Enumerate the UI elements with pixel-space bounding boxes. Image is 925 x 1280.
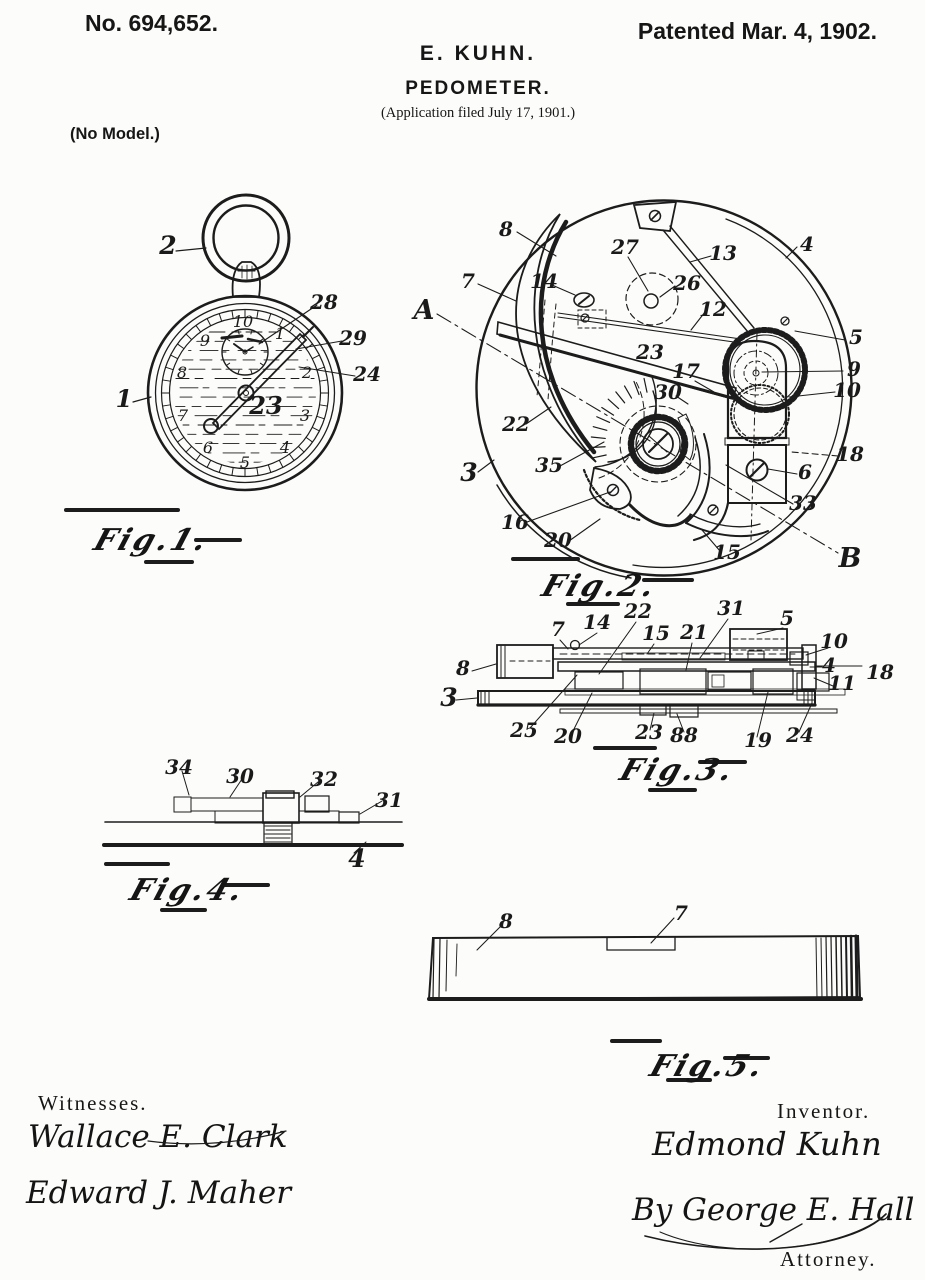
notch-7 — [607, 937, 675, 950]
ref-numeral: 23 — [635, 720, 663, 744]
attorney-label: Attorney. — [780, 1247, 877, 1271]
footer — [25, 1091, 914, 1271]
ref-numeral: 10 — [833, 378, 861, 402]
figure-caption: Fig.3. — [615, 752, 741, 788]
ref-numeral: 26 — [673, 271, 701, 295]
dial-numeral: 3 — [299, 406, 311, 425]
ref-numeral: 19 — [744, 728, 772, 752]
dial-numeral: 2 — [301, 363, 313, 382]
ref-numeral: 14 — [583, 610, 611, 634]
figure-caption: Fig.1. — [89, 522, 215, 558]
ref-numeral: 31 — [717, 596, 745, 620]
dial-numeral: 5 — [239, 453, 251, 472]
watch-ring-outer — [203, 195, 289, 281]
ref-numeral: 3 — [460, 458, 478, 487]
application-line: (Application filed July 17, 1901.) — [380, 105, 576, 121]
ref-numeral: B — [838, 543, 862, 574]
ref-numeral: 35 — [535, 453, 563, 477]
ref-numeral: 34 — [165, 755, 193, 779]
ref-numeral: 30 — [226, 764, 254, 788]
ref-numeral: 5 — [780, 606, 794, 630]
fig2-mechanism-drawing — [437, 201, 852, 605]
patent-date: Patented Mar. 4, 1902. — [637, 18, 877, 44]
block-32 — [305, 796, 329, 812]
ref-numeral: 12 — [699, 297, 727, 321]
gear-block — [575, 672, 623, 689]
ref-numeral: 31 — [375, 788, 403, 812]
ref-numeral: 15 — [642, 621, 670, 645]
ref-numeral: 15 — [713, 540, 741, 564]
ref-numeral: 22 — [502, 412, 530, 436]
ref-numeral: 14 — [530, 269, 558, 293]
ref-numeral: 8 — [499, 909, 513, 933]
flat-spring — [541, 222, 594, 452]
patent-number: No. 694,652. — [85, 10, 218, 36]
ref-numeral: 3 — [440, 683, 458, 712]
figure-caption: Fig.4. — [125, 872, 251, 908]
ref-numeral: 7 — [674, 901, 688, 925]
ref-numeral: 2 — [159, 231, 177, 260]
base-plate-hatch — [299, 823, 402, 844]
ref-numeral: 23 — [636, 340, 664, 364]
witness1-signature: Wallace E. Clark — [28, 1119, 288, 1155]
ref-numeral: 5 — [849, 325, 863, 349]
ref-numeral: 4 — [348, 844, 366, 873]
ref-numeral: 33 — [789, 491, 817, 515]
ref-numeral: 8 — [456, 656, 470, 680]
ref-numeral: 18 — [836, 442, 864, 466]
fig5-bar-drawing — [429, 918, 861, 1080]
ref-numeral: 88 — [670, 723, 698, 747]
ref-numeral: 7 — [461, 269, 475, 293]
ref-numeral: 32 — [310, 767, 338, 791]
ref-numeral: 4 — [822, 653, 836, 677]
figure-caption: Fig.2. — [537, 568, 663, 604]
ref-numeral: 7 — [551, 617, 565, 641]
witnesses-label: Witnesses. — [38, 1091, 148, 1115]
ref-numeral: 24 — [786, 723, 814, 747]
ref-numeral: 20 — [554, 724, 582, 748]
header — [70, 10, 877, 143]
witness2-signature: Edward J. Maher — [26, 1175, 292, 1211]
inventor-label: Inventor. — [777, 1099, 871, 1123]
ref-numeral: 28 — [310, 290, 338, 314]
watch-ring-inner — [214, 206, 279, 271]
dial-numeral: 9 — [199, 331, 211, 350]
ref-numeral: 9 — [847, 357, 861, 381]
ref-numeral: 8 — [499, 217, 513, 241]
ref-numeral: 10 — [820, 629, 848, 653]
ref-numeral: 29 — [339, 326, 367, 350]
ref-numeral: 27 — [611, 235, 639, 259]
ref-numeral: 18 — [866, 660, 894, 684]
ref-numeral: 25 — [510, 718, 538, 742]
ref-numeral: 22 — [624, 599, 652, 623]
ref-numeral: 17 — [672, 359, 700, 383]
inventor-name-line: E. KUHN. — [419, 42, 537, 65]
ref-numeral: 13 — [709, 241, 737, 265]
dashed-wheel-27 — [626, 273, 678, 325]
spring-bar-outline — [429, 936, 860, 999]
ref-numeral: 4 — [800, 232, 814, 256]
ref-numeral: 20 — [544, 528, 572, 552]
ref-numeral: 11 — [828, 671, 856, 695]
arm-16 — [590, 468, 631, 509]
ref-numeral: 24 — [353, 362, 381, 386]
dial-numeral: 10 — [232, 312, 254, 331]
minute-track-ticks — [162, 310, 329, 477]
inventor-signature: Edmond Kuhn — [652, 1125, 882, 1163]
figure-caption: Fig.5. — [645, 1048, 771, 1084]
dial-numeral: 1 — [274, 324, 286, 343]
ref-numeral: 21 — [680, 620, 708, 644]
band-30 — [191, 798, 263, 811]
ref-numeral: 30 — [654, 380, 682, 404]
ref-numeral: 23 — [249, 391, 283, 420]
dial-numeral: 4 — [279, 438, 291, 457]
dial-numeral: 8 — [176, 363, 188, 382]
ref-numeral: 16 — [501, 510, 529, 534]
model-note: (No Model.) — [70, 125, 160, 143]
attorney-signature: By George E. Hall — [632, 1192, 915, 1228]
block-34 — [174, 797, 191, 812]
ref-numeral: A — [413, 295, 435, 326]
base-plate-3 — [478, 691, 815, 705]
ref-numeral: 1 — [115, 384, 133, 413]
base-plate-hatch — [105, 823, 263, 844]
patent-title: PEDOMETER. — [405, 78, 551, 99]
ref-numeral: 6 — [798, 460, 812, 484]
dial-numeral: 6 — [202, 438, 214, 457]
dial-numeral: 7 — [177, 406, 189, 425]
